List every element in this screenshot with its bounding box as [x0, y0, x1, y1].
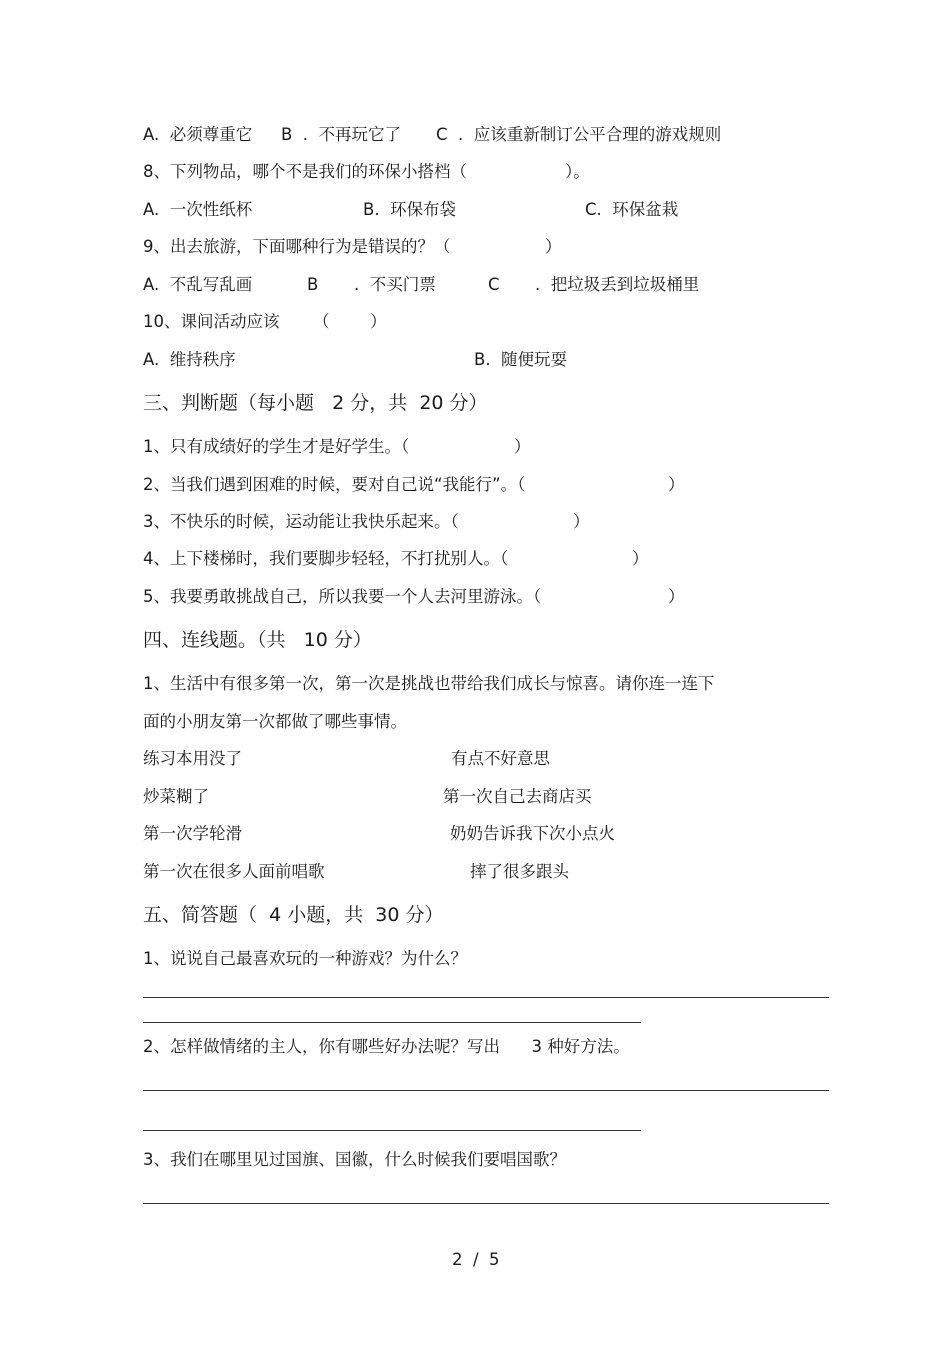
section4-heading: 四、连线题。（共 10 分）: [143, 629, 372, 651]
q10-paren-close: ）: [370, 312, 387, 331]
judge-item-5: 5、我要勇敢挑战自己，所以我要一个人去河里游泳。（: [143, 587, 542, 606]
section5-heading: 五、简答题（ 4 小题，共 30 分）: [143, 904, 444, 926]
page-number: 2 / 5: [452, 1250, 500, 1269]
match-left-4: 第一次在很多人面前唱歌: [143, 862, 325, 881]
q9-option-a: A. 不乱写乱画: [143, 275, 253, 294]
matching-prompt-line2: 面的小朋友第一次都做了哪些事情。: [143, 712, 407, 731]
match-right-3: 奶奶告诉我下次小点火: [450, 824, 615, 843]
judge-item-2-close: ）: [668, 475, 685, 494]
match-left-2: 炒菜糊了: [143, 787, 209, 806]
judge-item-3-close: ）: [573, 512, 590, 531]
match-left-1: 练习本用没了: [143, 749, 242, 768]
q10-option-a: A. 维持秩序: [143, 350, 236, 369]
q8-stem-close: ）。: [565, 162, 590, 181]
q8-option-a: A. 一次性纸杯: [143, 200, 253, 219]
matching-prompt-line1: 1、生活中有很多第一次，第一次是挑战也带给我们成长与惊喜。请你连一连下: [143, 674, 715, 693]
q7-option-a: A. 必须尊重它: [143, 125, 253, 144]
judge-item-1: 1、只有成绩好的学生才是好学生。（: [143, 437, 410, 456]
judge-item-5-close: ）: [668, 587, 685, 606]
q8-stem: 8、下列物品，哪个不是我们的环保小搭档（: [143, 162, 467, 181]
q9-option-b-text: . 不买门票: [354, 275, 436, 294]
q9-option-b-letter: B: [307, 275, 319, 294]
judge-item-2: 2、当我们遇到困难的时候，要对自己说“我能行”。（: [143, 475, 526, 494]
q9-stem-close: ）: [545, 237, 562, 256]
q8-option-c: C. 环保盆栽: [585, 200, 679, 219]
q9-option-c-letter: C: [488, 275, 500, 294]
answer-line: [143, 1203, 829, 1204]
short-answer-q2: 2、怎样做情绪的主人，你有哪些好办法呢？写出 3 种好方法。: [143, 1037, 630, 1056]
q10-paren-open: （: [313, 312, 330, 331]
answer-line: [143, 1022, 641, 1023]
q9-stem: 9、出去旅游，下面哪种行为是错误的？（: [143, 237, 451, 256]
section3-heading: 三、判断题（每小题 2 分，共 20 分）: [143, 392, 488, 414]
match-right-2: 第一次自己去商店买: [443, 787, 592, 806]
answer-line: [143, 997, 829, 998]
q8-option-b: B. 环保布袋: [363, 200, 457, 219]
judge-item-3: 3、不快乐的时候，运动能让我快乐起来。（: [143, 512, 459, 531]
match-right-1: 有点不好意思: [451, 749, 550, 768]
q10-option-b: B. 随便玩耍: [474, 350, 568, 369]
q10-stem: 10、课间活动应该: [143, 312, 280, 331]
short-answer-q3: 3、我们在哪里见过国旗、国徽，什么时候我们要唱国歌？: [143, 1150, 566, 1169]
q9-option-c-text: . 把垃圾丢到垃圾桶里: [535, 275, 700, 294]
judge-item-4-close: ）: [632, 549, 649, 568]
match-right-4: 摔了很多跟头: [470, 862, 569, 881]
judge-item-1-close: ）: [514, 437, 531, 456]
answer-line: [143, 1130, 641, 1131]
q7-option-b: B . 不再玩它了: [281, 125, 402, 144]
q7-option-c: C . 应该重新制订公平合理的游戏规则: [436, 125, 722, 144]
judge-item-4: 4、上下楼梯时，我们要脚步轻轻，不打扰别人。（: [143, 549, 509, 568]
short-answer-q1: 1、说说自己最喜欢玩的一种游戏？为什么？: [143, 949, 467, 968]
match-left-3: 第一次学轮滑: [143, 824, 242, 843]
answer-line: [143, 1090, 829, 1091]
